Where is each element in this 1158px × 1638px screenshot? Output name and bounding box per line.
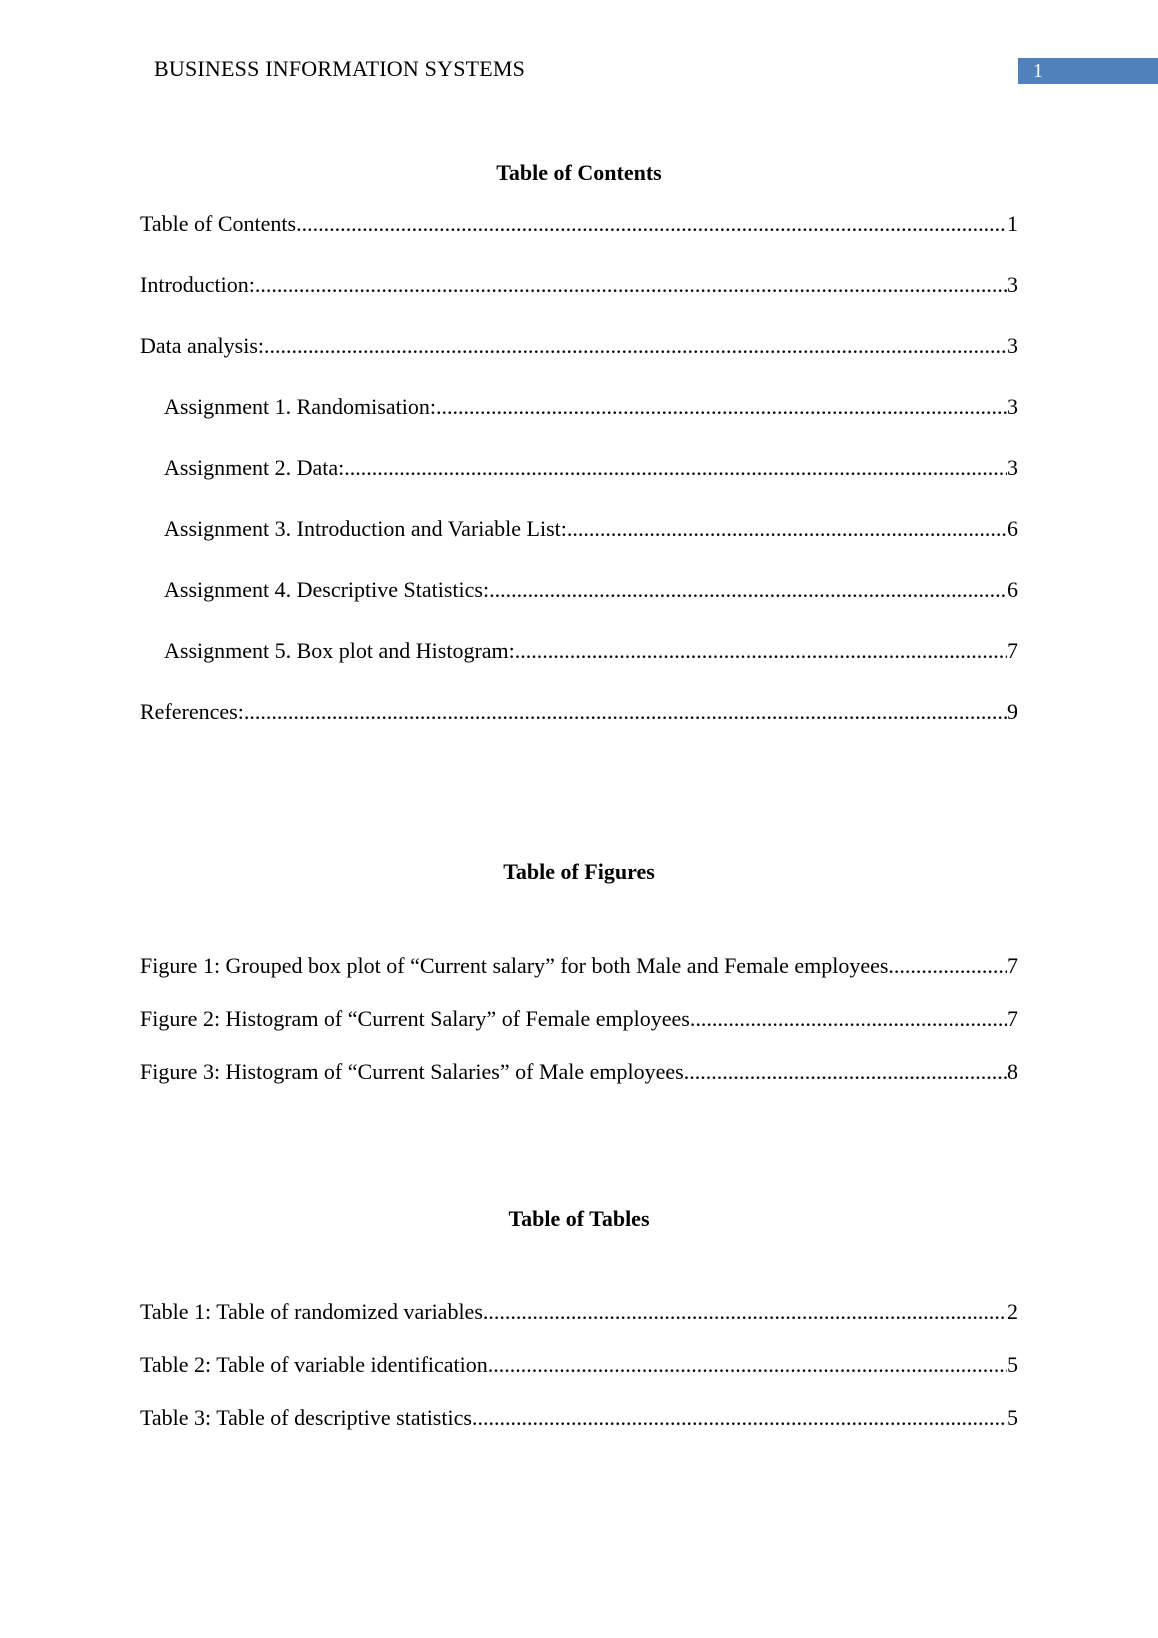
dot-leader — [489, 577, 1007, 603]
table-entry-label: Table 3: Table of descriptive statistics — [140, 1405, 472, 1430]
toc-entry-assignment-4[interactable] — [140, 577, 1018, 603]
toc-entry-page: 6 — [1007, 577, 1018, 602]
table-entry-3[interactable] — [140, 1405, 1018, 1431]
toc-entry-page: 9 — [1007, 699, 1018, 724]
page-number: 1 — [1018, 58, 1158, 84]
figure-entry-label: Figure 1: Grouped box plot of “Current salary” for both Male and Female employees — [140, 953, 889, 978]
toc-entry-label: Assignment 4. Descriptive Statistics: — [164, 577, 490, 602]
tables-list — [140, 1299, 1018, 1431]
toc-entry-label: Assignment 3. Introduction and Variable List: — [164, 516, 567, 541]
figure-entry-1[interactable] — [140, 953, 1018, 979]
figure-entry-page: 7 — [1007, 1006, 1018, 1031]
toc-entry-page: 6 — [1007, 516, 1018, 541]
toc-entry-page: 3 — [1007, 394, 1018, 419]
toc-entry-label: Assignment 5. Box plot and Histogram: — [164, 638, 515, 663]
toc-entry-data-analysis[interactable] — [140, 333, 1018, 359]
dot-leader — [255, 272, 1007, 298]
toc-entry-label: Assignment 1. Randomisation: — [164, 394, 436, 419]
toc-entry-introduction[interactable] — [140, 272, 1018, 298]
toc-entry-page: 3 — [1007, 333, 1018, 358]
toc-entry-references[interactable] — [140, 699, 1018, 725]
figure-entry-label: Figure 3: Histogram of “Current Salaries” of Male employees — [140, 1059, 684, 1084]
dot-leader — [515, 638, 1007, 664]
figure-entry-2[interactable] — [140, 1006, 1018, 1032]
toc-entry-page: 3 — [1007, 455, 1018, 480]
contents-list — [140, 211, 1018, 725]
dot-leader — [264, 333, 1007, 359]
toc-entry-table-of-contents[interactable] — [140, 211, 1018, 237]
toc-entry-label: Data analysis: — [140, 333, 265, 358]
toc-entry-assignment-5[interactable] — [140, 638, 1018, 664]
table-entry-label: Table 1: Table of randomized variables — [140, 1299, 483, 1324]
dot-leader — [472, 1405, 1007, 1431]
tables-heading: Table of Tables — [508, 1206, 650, 1231]
toc-entry-label: Introduction: — [140, 272, 255, 297]
dot-leader — [888, 953, 1007, 979]
dot-leader — [244, 699, 1007, 725]
dot-leader — [567, 516, 1007, 542]
figure-entry-label: Figure 2: Histogram of “Current Salary” of Female employees — [140, 1006, 690, 1031]
toc-entry-page: 7 — [1007, 638, 1018, 663]
dot-leader — [684, 1059, 1007, 1085]
table-entry-2[interactable] — [140, 1352, 1018, 1378]
toc-entry-label: Table of Contents — [140, 211, 297, 236]
table-entry-page: 5 — [1007, 1405, 1018, 1430]
contents-heading: Table of Contents — [496, 160, 662, 185]
table-entry-label: Table 2: Table of variable identification — [140, 1352, 488, 1377]
toc-entry-page: 1 — [1007, 211, 1018, 236]
dot-leader — [690, 1006, 1007, 1032]
figure-entry-page: 7 — [1007, 953, 1018, 978]
table-entry-page: 5 — [1007, 1352, 1018, 1377]
dot-leader — [344, 455, 1007, 481]
figure-entry-page: 8 — [1007, 1059, 1018, 1084]
dot-leader — [296, 211, 1007, 237]
toc-entry-label: References: — [140, 699, 244, 724]
toc-entry-page: 3 — [1007, 272, 1018, 297]
dot-leader — [436, 394, 1007, 420]
dot-leader — [483, 1299, 1007, 1325]
toc-entry-assignment-1[interactable] — [140, 394, 1018, 420]
toc-entry-label: Assignment 2. Data: — [164, 455, 345, 480]
toc-entry-assignment-3[interactable] — [140, 516, 1018, 542]
toc-entry-assignment-2[interactable] — [140, 455, 1018, 481]
table-entry-1[interactable] — [140, 1299, 1018, 1325]
dot-leader — [488, 1352, 1007, 1378]
figures-heading: Table of Figures — [503, 859, 655, 884]
figure-entry-3[interactable] — [140, 1059, 1018, 1085]
running-header-title: BUSINESS INFORMATION SYSTEMS — [154, 56, 526, 81]
figures-list — [140, 953, 1018, 1085]
table-entry-page: 2 — [1007, 1299, 1018, 1324]
